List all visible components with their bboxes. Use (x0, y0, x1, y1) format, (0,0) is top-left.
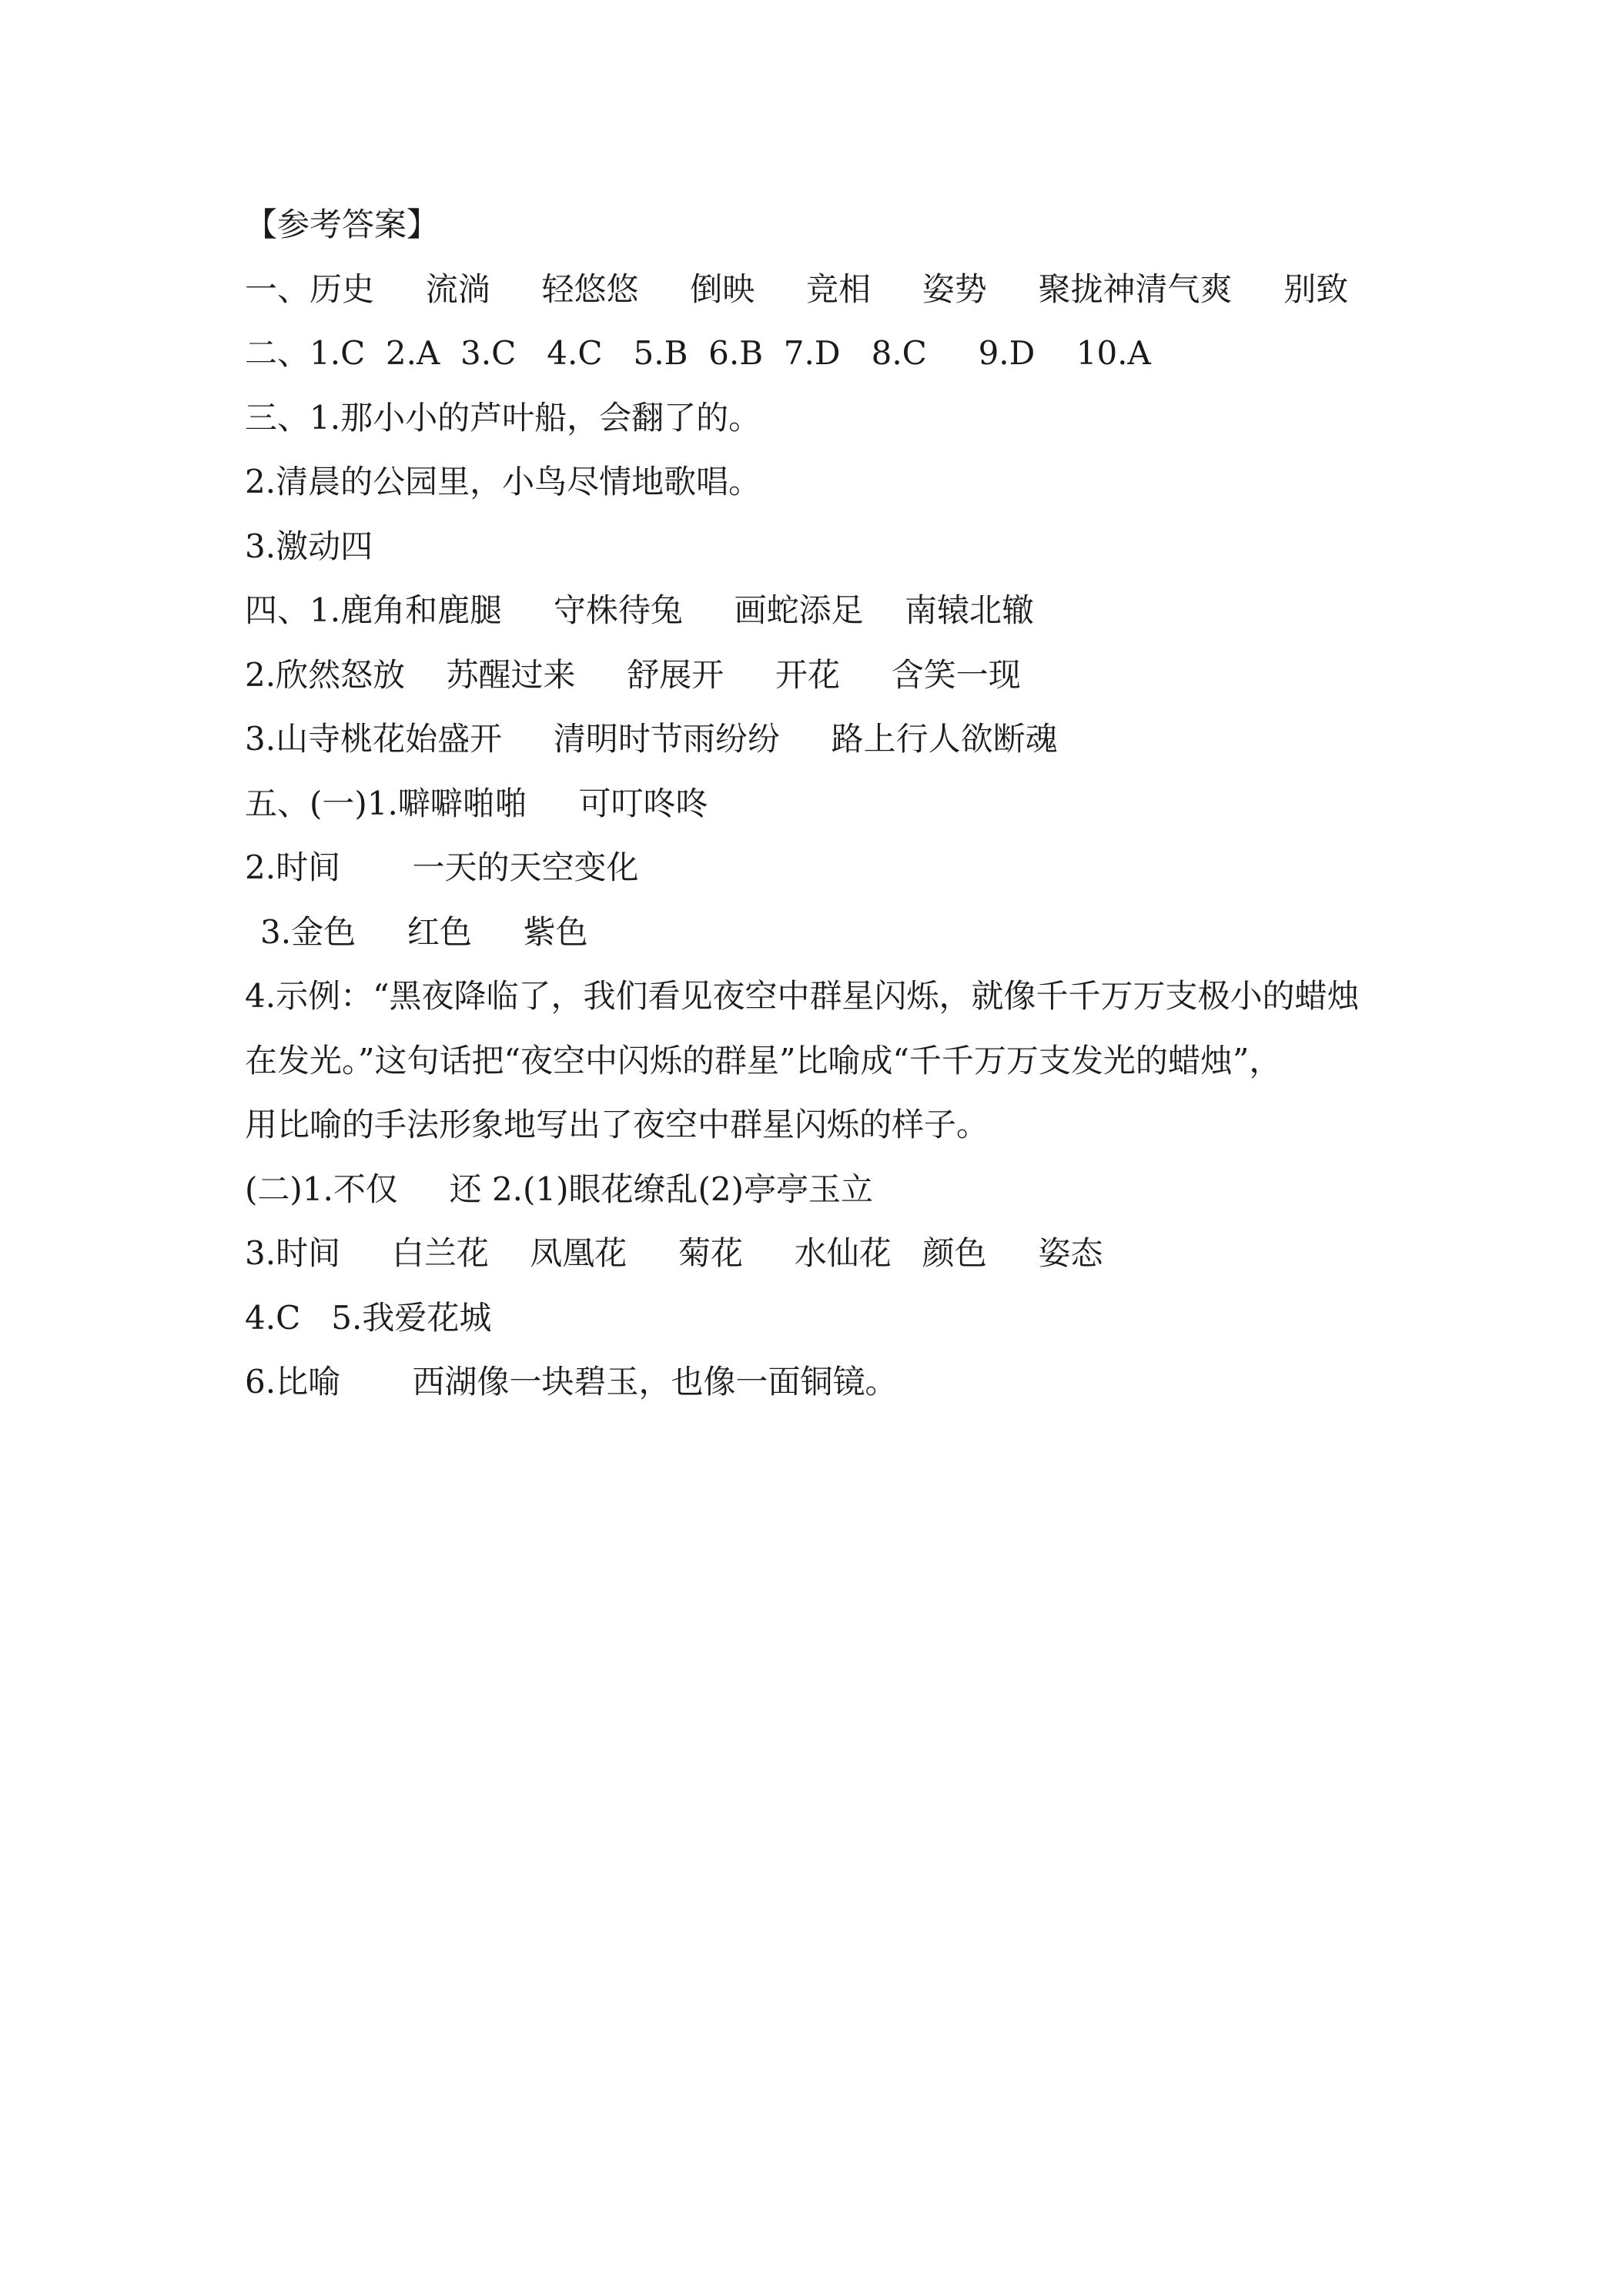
answer-section-5-part-1-item-4-line-1: 4.示例：“黑夜降临了，我们看见夜空中群星闪烁，就像千千万万支极小的蜡烛 (245, 977, 1360, 1015)
answer-section-5-part-1-item-4-line-3: 用比喻的手法形象地写出了夜空中群星闪烁的样子。 (245, 1106, 989, 1143)
answer-section-3-item-2: 2.清晨的公园里，小鸟尽情地歌唱。 (245, 463, 761, 500)
answer-section-2: 二、1.C 2.A 3.C 4.C 5.B 6.B 7.D 8.C 9.D 10.A (245, 334, 1151, 372)
answer-section-1: 一、历史 流淌 轻悠悠 倒映 竞相 姿势 聚拢神清气爽 别致 (245, 269, 1349, 308)
answer-section-5-part-1-item-3: 3.金色 红色 紫色 (260, 912, 588, 951)
answer-section-3-item-3: 3.激动四 (245, 527, 373, 565)
answer-section-3-item-1: 三、1.那小小的芦叶船，会翻了的。 (245, 398, 761, 437)
answer-section-5-part-2-item-1: (二)1.不仅 还 2.(1)眼花缭乱(2)亭亭玉立 (245, 1170, 874, 1208)
answer-section-5-part-1-item-1: 五、(一)1.噼噼啪啪 可叮咚咚 (245, 784, 708, 822)
answer-section-5-part-1-item-2: 2.时间 一天的天空变化 (245, 848, 639, 886)
answer-section-5-part-2-item-3: 3.时间 白兰花 凤凰花 菊花 水仙花 颜色 姿态 (245, 1234, 1103, 1272)
answer-key-heading: 【参考答案】 (245, 206, 440, 243)
answer-section-5-part-2-item-6: 6.比喻 西湖像一块碧玉，也像一面铜镜。 (245, 1363, 898, 1401)
answer-section-5-part-2-item-4: 4.C 5.我爱花城 (245, 1298, 492, 1337)
answer-section-4-item-3: 3.山寺桃花始盛开 清明时节雨纷纷 路上行人欲断魂 (245, 720, 1058, 758)
answer-section-4-item-1: 四、1.鹿角和鹿腿 守株待兔 画蛇添足 南辕北辙 (245, 591, 1034, 629)
answer-key (245, 192, 1400, 1414)
answer-section-4-item-2: 2.欣然怒放 苏醒过来 舒展开 开花 含笑一现 (245, 655, 1021, 694)
answer-section-5-part-1-item-4-line-2: 在发光。”这句话把“夜空中闪烁的群星”比喻成“千千万万支发光的蜡烛”， (245, 1041, 1282, 1079)
